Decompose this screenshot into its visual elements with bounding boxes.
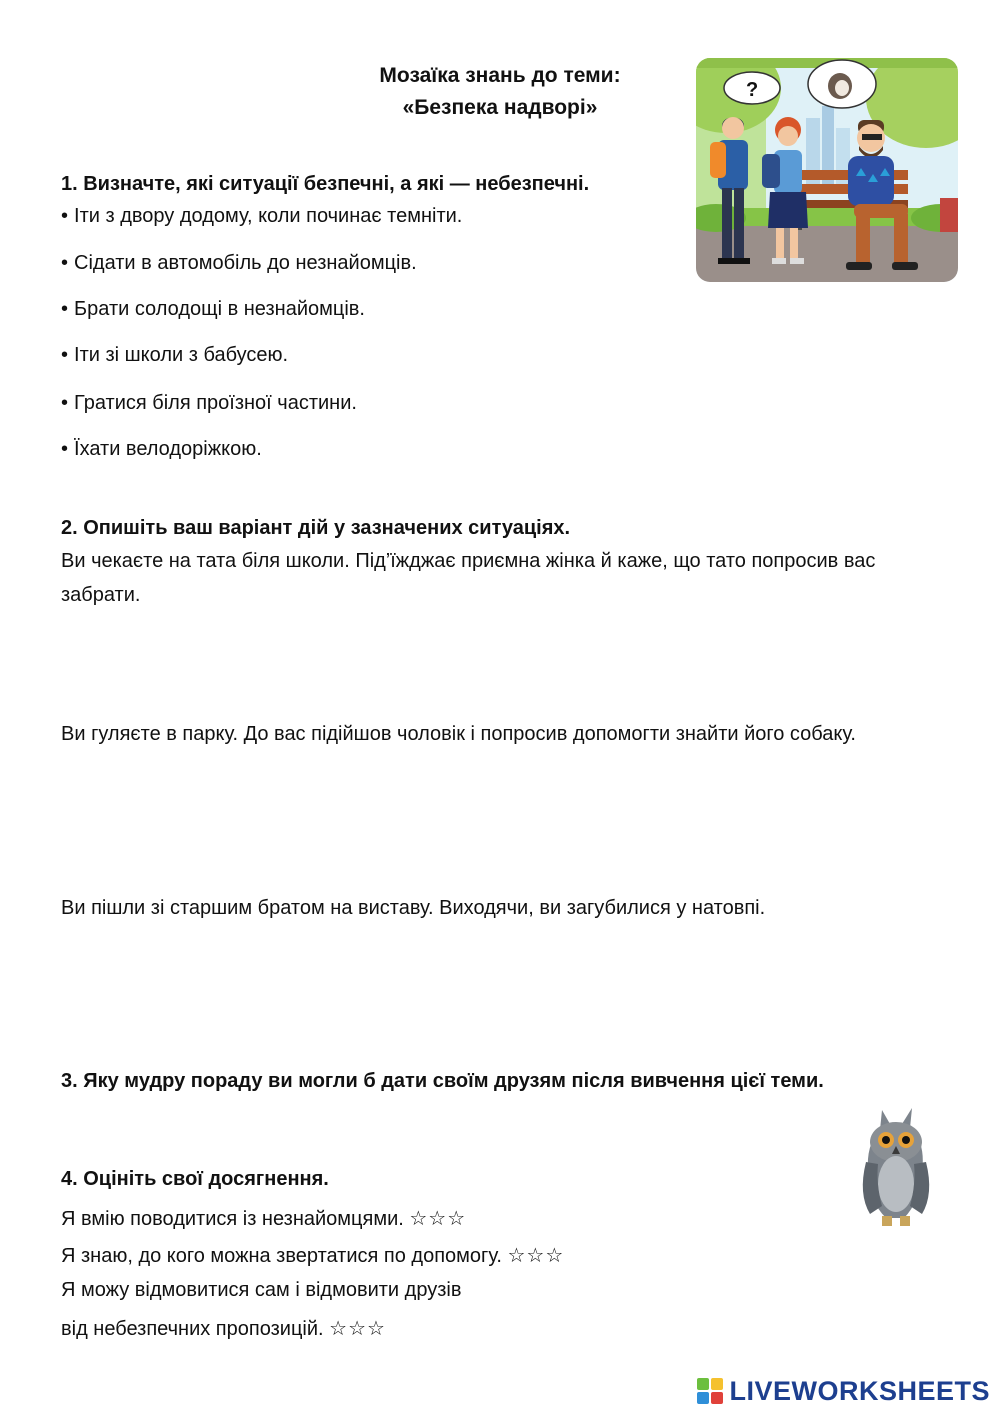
bullet: • — [61, 298, 69, 320]
list-item-text: Іти з двору додому, коли починає темніти. — [74, 205, 463, 227]
page-title — [300, 60, 700, 124]
park-stranger-illustration — [696, 58, 958, 282]
list-item — [61, 297, 365, 321]
situation-3: Ви пішли зі старшим братом на виставу. Виходячи, ви загубилися у натовпі. — [61, 897, 766, 919]
list-item — [61, 437, 262, 461]
self-assessment-line — [61, 1278, 461, 1302]
owl-illustration — [852, 1102, 940, 1232]
question-mark: ? — [746, 79, 759, 101]
title-line-2: «Безпека надворі» — [402, 96, 598, 119]
list-item — [61, 204, 462, 228]
bullet: • — [61, 252, 69, 274]
section-3-heading: 3. Яку мудру пораду ви могли б дати своїм друзям після вивчення цієї теми. — [61, 1070, 824, 1092]
list-item-text: Гратися біля проїзної частини. — [74, 392, 357, 414]
list-item — [61, 343, 288, 367]
list-item-text: Їхати велодоріжкою. — [74, 438, 262, 460]
self-assessment-text: від небезпечних пропозицій. — [61, 1318, 324, 1340]
bullet: • — [61, 205, 69, 227]
liveworksheets-logo — [697, 1376, 990, 1410]
section-1-heading: 1. Визначте, які ситуації безпечні, а які — небезпечні. — [61, 173, 590, 195]
rating-stars[interactable]: ☆☆☆ — [507, 1245, 565, 1267]
list-item — [61, 391, 357, 415]
self-assessment-text: Я вмію поводитися із незнайомцями. — [61, 1208, 404, 1230]
rating-stars[interactable]: ☆☆☆ — [329, 1318, 386, 1340]
rating-stars[interactable]: ☆☆☆ — [409, 1208, 467, 1230]
situation-2: Ви гуляєте в парку. До вас підійшов чоловік і попросив допомогти знайти його собаку. — [61, 723, 856, 745]
list-item-text: Брати солодощі в незнайомців. — [74, 298, 365, 320]
bullet: • — [61, 438, 69, 460]
list-item-text: Іти зі школи з бабусею. — [74, 344, 289, 366]
logo-text: LIVEWORKSHEETS — [729, 1376, 990, 1406]
title-line-1: Мозаїка знань до теми: — [379, 64, 621, 87]
situation-1: Ви чекаєте на тата біля школи. Під’їжджає приємна жінка й каже, що тато попросив вас забрати. — [61, 550, 876, 606]
bullet: • — [61, 344, 69, 366]
self-assessment-line — [61, 1244, 564, 1268]
section-2-heading: 2. Опишіть ваш варіант дій у зазначених ситуаціях. — [61, 517, 571, 539]
self-assessment-text: Я можу відмовитися сам і відмовити друзів — [61, 1279, 462, 1301]
self-assessment-text: Я знаю, до кого можна звертатися по допомогу. — [61, 1245, 502, 1267]
self-assessment-line — [61, 1317, 386, 1341]
list-item — [61, 251, 417, 275]
logo-blocks-icon — [697, 1378, 725, 1406]
list-item-text: Сідати в автомобіль до незнайомців. — [74, 252, 417, 274]
bullet: • — [61, 392, 69, 414]
section-4-heading: 4. Оцініть свої досягнення. — [61, 1168, 329, 1190]
self-assessment-line — [61, 1207, 466, 1231]
